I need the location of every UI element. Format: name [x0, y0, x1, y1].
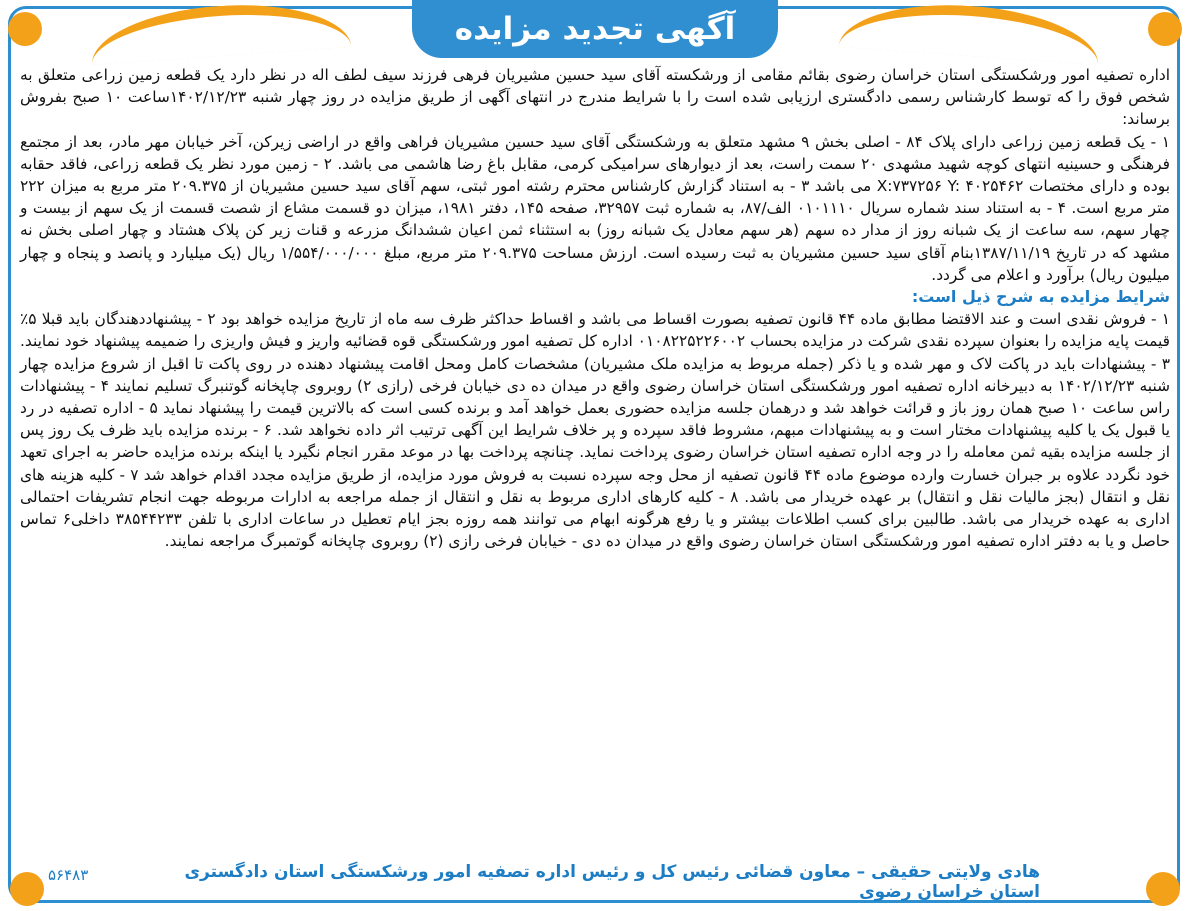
signature-line: هادی ولایتی حقیقی – معاون قضائی رئیس کل و رئیس اداره تصفیه امور ورشکستگی استان دادگستری استان خراسان رضوی	[184, 862, 1040, 902]
ad-code-number: ۵۶۴۸۳	[48, 866, 89, 884]
conditions-paragraph: ۱ - فروش نقدی است و عند الاقتضا مطابق ماده ۴۴ قانون تصفیه بصورت اقساط می باشد و اقساط حداکثر ظرف سه ماه از تاریخ مزایده خواهد بود ۲ - پیشنهاددهندگان باید قبلا ۵٪ قیمت پایه مزایده را بعنوان سپرده نقدی شرکت در مزایده بحساب ۰۱۰۸۲۲۵۲۲۶۰۰۲ اداره کل تصفیه امور ورشکستگی قوه قضائیه واریز و فیش واریزی را ضمیمه پیشنهاد خود نمایند. ۳ - پیشنهادات باید در پاکت لاک و مهر شده و یا ذکر (جمله مربوط به مزایده ملک مشیریان) مشخصات کامل ومحل اقامت پیشنهاد دهنده در روی پاکت تا اقبل از شروع مزایده چهار شنبه ۱۴۰۲/۱۲/۲۳ به دبیرخانه اداره تصفیه امور ورشکستگی استان خراسان رضوی واقع در میدان ده دی خیابان فرخی (رازی ۲) روبروی چاپخانه گوتنبرگ تسلیم نمایند ۴ - پیشنهادات راس ساعت ۱۰ صبح همان روز باز و قرائت خواهد شد و درهمان جلسه مزایده حضوری بعمل خواهد آمد و برنده کسی است که بالاترین قیمت را پیشنهاد نماید ۵ - اداره تصفیه در رد یا قبول یک یا کلیه پیشنهادات مختار است و به پیشنهادات مبهم، مشروط فاقد سپرده و پر خلاف شرایط این آگهی ترتیب اثر داده نخواهد شد. ۶ - برنده مزایده باید ظرف یک روز پس از جلسه مزایده بقیه ثمن معامله را در وجه اداره تصفیه استان خراسان رضوی پرداخت نماید. چنانچه پرداخت بها در موعد مقرر انجام نگیرد یا اینکه برنده مزایده حاضر به اجرای تعهد خود نگردد علاوه بر جبران خسارت وارده موضوع ماده ۴۴ قانون تصفیه از محل وجه سپرده نسبت به فروش مورد مزایده، از طریق مزایده مجدد اقدام خواهد شد ۷ - کلیه هزینه های نقل و انتقال (بجز مالیات نقل و انتقال) بر عهده خریدار می باشد. ۸ - کلیه کارهای اداری مربوط به نقل و انتقال از جمله مراجعه به ادارات مربوطه جهت انجام تشریفات احتمالی اداری به عهده خریدار می باشد. طالبین برای کسب اطلاعات بیشتر و یا رفع هرگونه ابهام می توانند همه روزه بجز ایام تعطیل در ساعات اداری با تلفن ۳۸۵۴۴۲۳۳ داخلی۶ تماس حاصل و یا به دفتر اداره تصفیه امور ورشکستگی استان خراسان رضوی واقع در میدان ده دی - خیابان فرخی رازی (۲) روبروی چاپخانه گوتمبرگ مراجعه نمایند.	[20, 310, 1170, 551]
conditions-heading: شرایط مزایده به شرح ذیل است:	[911, 287, 1170, 307]
corner-dot-top-right	[1148, 12, 1182, 46]
intro-paragraph: اداره تصفیه امور ورشکستگی استان خراسان رضوی بقائم مقامی از ورشکسته آقای سید حسین مشیریان فرهی فرزند سیف لطف اله در نظر دارد یک قطعه زمین زراعی متعلق به شخص فوق را که توسط کارشناس رسمی دادگستری ارزیابی شده است را با شرایط مندرج در انتهای آگهی از طریق مزایده در روز چهار شنبه ۱۴۰۲/۱۲/۲۳ساعت ۱۰ صبح بفروش برساند:	[20, 66, 1170, 129]
ad-body	[20, 64, 1170, 552]
corner-dot-bottom-right	[1146, 872, 1180, 906]
title-banner	[412, 0, 778, 58]
page-title: آگهی تجدید مزایده	[454, 11, 736, 47]
corner-dot-bottom-left	[10, 872, 44, 906]
corner-dot-top-left	[8, 12, 42, 46]
property-details-paragraph: ۱ - یک قطعه زمین زراعی دارای پلاک ۸۴ - اصلی بخش ۹ مشهد متعلق به ورشکستگی آقای سید حسین مشیریان فراهی واقع در اراضی زیرکن، آخر خیابان مهر مادر، بعد از مجتمع فرهنگی و حسینیه انتهای کوچه شهید مشهدی ۲۰ سمت راست، بعد از دیوارهای سرامیکی کرمی، مقابل باغ رضا هاشمی می باشد. ۲ - زمین مورد نظر یک قطعه زراعی، فاقد حقابه بوده و دارای مختصات X:۷۳۷۲۵۶ Y: ۴۰۲۵۴۶۲ می باشد ۳ - به استناد گزارش کارشناس محترم رشته امور ثبتی، سهم آقای سید حسین مشیریان از ۲۰۹.۳۷۵ متر مربع به میزان ۲۲۲ متر مربع است. ۴ - به استناد سند شماره سریال ۰۱۰۱۱۱۰ الف/۸۷، به شماره ثبت ۳۲۹۵۷، صفحه ۱۴۵، دفتر ۱۹۸۱، میزان دو قسمت مشاع از شصت قسمت از یک سهم از بیست و چهار سهم، سه ساعت از یک شبانه روز از مدار ده سهم (هر سهم معادل یک شبانه روز) به استثناء ثمن اعیان ششدانگ مزرعه و قنات زیر کن پلاک هشتاد و چهار اصلی بخش نه مشهد که در تاریخ ۱۳۸۷/۱۱/۱۹بنام آقای سید حسین مشیریان به ثبت رسیده است. ارزش مساحت ۲۰۹.۳۷۵ متر مربع، مبلغ ۱/۵۵۴/۰۰۰/۰۰۰ ریال (یک میلیارد و پانصد و پنجاه و چهار میلیون ریال) برآورد و اعلام می گردد.	[20, 132, 1171, 284]
